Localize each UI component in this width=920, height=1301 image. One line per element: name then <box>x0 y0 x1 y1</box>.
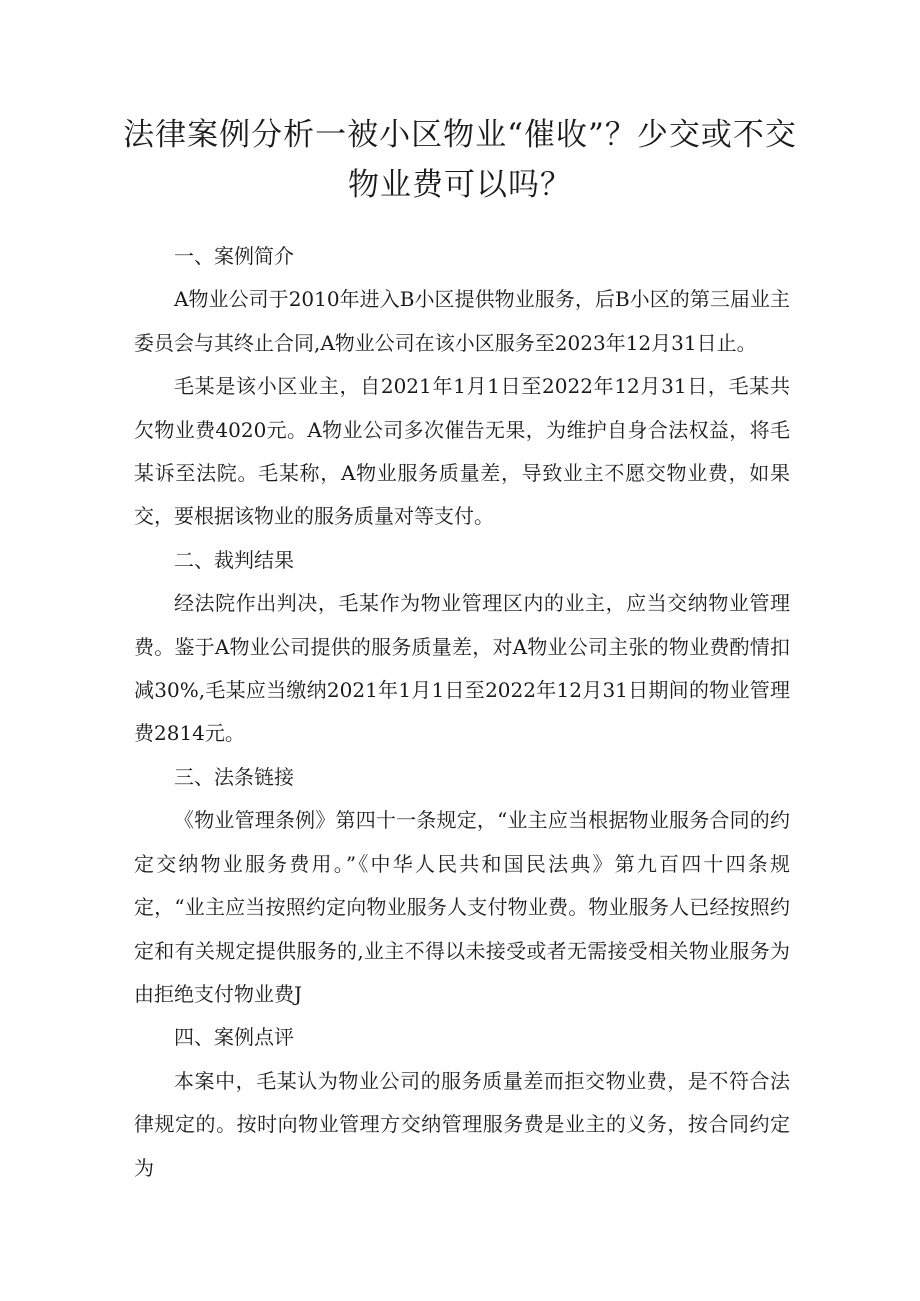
section-heading-law: 三、法条链接 <box>174 764 294 789</box>
paragraph: 经法院作出判决，毛某作为物业管理区内的业主，应当交纳物业管理费。鉴于A物业公司提供的服务质量差，对A物业公司主张的物业费酌情扣减30%,毛某应当缴纳2021年1月1日至2022年12月31日期间的物业管理费2814元。 <box>134 591 790 746</box>
section-heading-intro: 一、案例简介 <box>174 244 294 268</box>
document-title: 法律案例分析一被小区物业“催收”？少交或不交物业费可以吗？ <box>123 117 797 203</box>
paragraph: 《物业管理条例》第四十一条规定，“业主应当根据物业服务合同的约定交纳物业服务费用。”《中华人民共和国民法典》第九百四十四条规定，“业主应当按照约定向物业服务人支付物业费。物业服务人已经按照约定和有关规定提供服务的,业主不得以未接受或者无需接受相关物业服务为由拒绝支付物业费J <box>134 808 790 1006</box>
section-heading-comment: 四、案例点评 <box>174 1025 294 1050</box>
paragraph: A物业公司于2010年进入B小区提供物业服务，后B小区的第三届业主委员会与其终止合同,A物业公司在该小区服务至2023年12月31日止。 <box>134 287 790 355</box>
section-heading-judgment: 二、裁判结果 <box>174 547 294 572</box>
paragraph: 本案中，毛某认为物业公司的服务质量差而拒交物业费，是不符合法律规定的。按时向物业管理方交纳管理服务费是业主的义务，按合同约定为 <box>134 1068 790 1180</box>
paragraph: 毛某是该小区业主，自2021年1月1日至2022年12月31日，毛某共欠物业费4020元。A物业公司多次催告无果，为维护自身合法权益，将毛某诉至法院。毛某称，A物业服务质量差，导致业主不愿交物业费，如果交，要根据该物业的服务质量对等支付。 <box>134 374 790 529</box>
document-body <box>134 235 790 1190</box>
